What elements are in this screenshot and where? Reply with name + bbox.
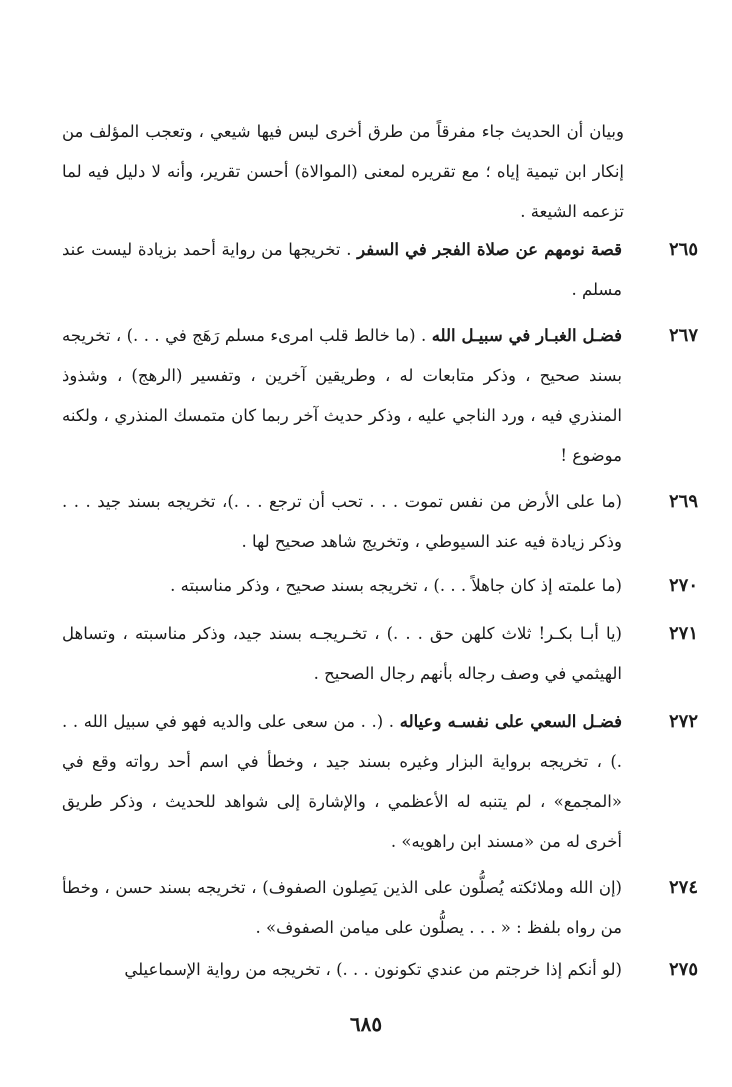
entry-number: ٢٦٩ [668, 491, 698, 512]
entry-heading: فضـل السعي على نفسـه وعياله [399, 712, 622, 731]
entry-body: (لو أنكم إذا خرجتم من عندي تكونون . . .) ، تخريجه من رواية الإسماعيلي [124, 960, 622, 979]
entry-271 [0, 614, 732, 694]
entry-text [62, 230, 622, 310]
entry-heading: فضـل الغبـار في سبيـل الله [431, 326, 622, 345]
entry-text [62, 566, 622, 606]
entry-269 [0, 482, 732, 562]
entry-text [62, 702, 622, 862]
entry-265 [0, 230, 732, 310]
entry-text [62, 482, 622, 562]
entry-text [62, 316, 622, 476]
entry-272 [0, 702, 732, 862]
entry-number: ٢٦٥ [668, 239, 698, 260]
entry-number: ٢٦٧ [668, 325, 698, 346]
intro-text: وبيان أن الحديث جاء مفرقاً من طرق أخرى ليس فيها شيعي ، وتعجب المؤلف من إنكار ابن تيمية إياه ؛ مع تقريره لمعنى (الموالاة) أحسن تقرير، وأنه لا دليل فيه لما تزعمه الشيعة . [62, 122, 624, 221]
entry-body: (إن الله وملائكته يُصلُّون على الذين يَصِلون الصفوف) ، تخريجه بسند حسن ، وخطأ من رواه بلفظ : « . . . يصلُّون على ميامن الصفوف» . [62, 878, 622, 937]
page-number: ٦٨٥ [349, 1012, 383, 1036]
entry-number: ٢٧٥ [668, 959, 698, 980]
entry-body: . تخريجها من رواية أحمد بزيادة ليست عند مسلم . [62, 240, 622, 299]
entry-274 [0, 868, 732, 948]
entry-body: (ما علمته إذ كان جاهلاً . . .) ، تخريجه بسند صحيح ، وذكر مناسبته . [170, 576, 622, 595]
entry-number: ٢٧٢ [668, 711, 698, 732]
entry-text [62, 868, 622, 948]
entry-number: ٢٧٤ [668, 877, 698, 898]
entry-text [62, 950, 622, 990]
entry-number: ٢٧١ [668, 623, 698, 644]
entry-267 [0, 316, 732, 476]
entry-body: . (. . من سعى على والديه فهو في سبيل الله . . .) ، تخريجه برواية البزار وغيره بسند جيد ، وخطأ في اسم أحد رواته وقع في «المجمع» ، لم يتنبه له الأعظمي ، والإشارة إلى شواهد للحديث ، وذكر طريق أخرى له من «مسند ابن راهويه» . [62, 712, 622, 851]
entry-heading: قصة نومهم عن صلاة الفجر في السفر [357, 240, 622, 259]
entry-number: ٢٧٠ [668, 575, 698, 596]
entry-body: (ما على الأرض من نفس تموت . . . تحب أن ترجع . . .)، تخريجه بسند جيد . . . وذكر زيادة فيه عند السيوطي ، وتخريج شاهد صحيح لها . [62, 492, 622, 551]
entry-275 [0, 950, 732, 990]
entry-270 [0, 566, 732, 606]
entry-body: (يا أبـا بكـر! ثلاث كلهن حق . . .) ، تخـريجـه بسند جيد، وذكر مناسبته ، وتساهل الهيثمي في وصف رجاله بأنهم رجال الصحيح . [62, 624, 622, 683]
entry-text [62, 614, 622, 694]
entry-body: . (ما خالط قلب امرىء مسلم رَهَج في . . .) ، تخريجه بسند صحيح ، وذكر متابعات له ، وطريقين آخرين ، وتفسير (الرهج) ، وشذوذ المنذري فيه ، ورد الناجي عليه ، وذكر حديث آخر ربما كان متمسك المنذري ، ولكنه موضوع ! [62, 326, 622, 465]
